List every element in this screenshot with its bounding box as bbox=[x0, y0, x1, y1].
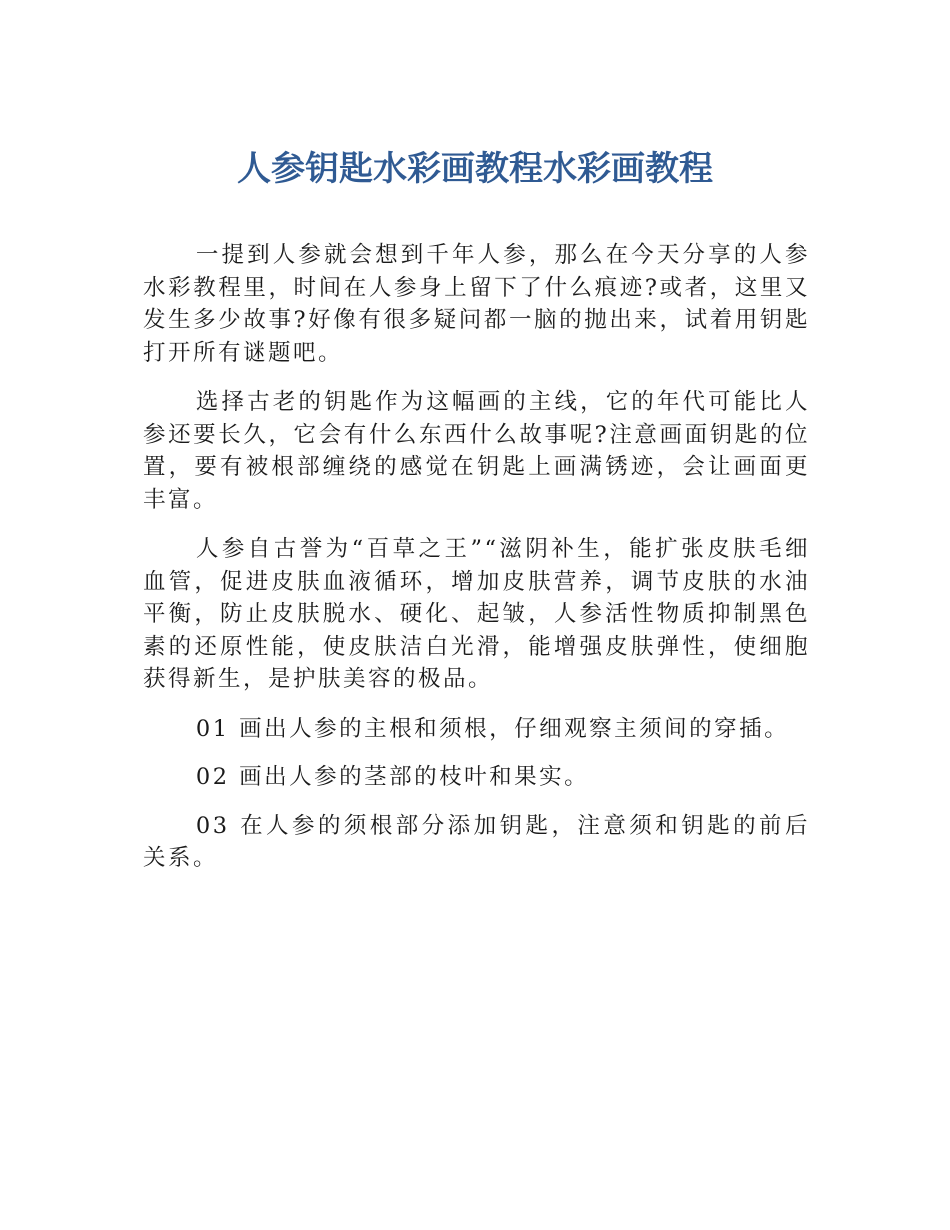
paragraph-intro: 一提到人参就会想到千年人参，那么在今天分享的人参水彩教程里，时间在人参身上留下了什么痕迹?或者，这里又发生多少故事?好像有很多疑问都一脑的抛出来，试着用钥匙打开所有谜题吧。 bbox=[143, 242, 810, 366]
paragraph-ginseng-benefits: 人参自古誉为“百草之王”“滋阴补生，能扩张皮肤毛细血管，促进皮肤血液循环，增加皮肤营养，调节皮肤的水油平衡，防止皮肤脱水、硬化、起皱，人参活性物质抑制黑色素的还原性能，使皮肤洁白光滑，能增强皮肤弹性，使细胞获得新生，是护肤美容的极品。 bbox=[143, 536, 810, 692]
step-item-02: 02 画出人参的茎部的枝叶和果实。 bbox=[195, 764, 590, 790]
step-item-03: 03 在人参的须根部分添加钥匙，注意须和钥匙的前后关系。 bbox=[143, 812, 810, 871]
step-item-01: 01 画出人参的主根和须根，仔细观察主须间的穿插。 bbox=[195, 715, 790, 742]
document-body bbox=[143, 239, 810, 891]
document-title: 人参钥匙水彩画教程水彩画教程 bbox=[237, 149, 713, 189]
paragraph-key-theme: 选择古老的钥匙作为这幅画的主线，它的年代可能比人参还要长久，它会有什么东西什么故事呢?注意画面钥匙的位置，要有被根部缠绕的感觉在钥匙上画满锈迹，会让画面更丰富。 bbox=[143, 389, 810, 513]
